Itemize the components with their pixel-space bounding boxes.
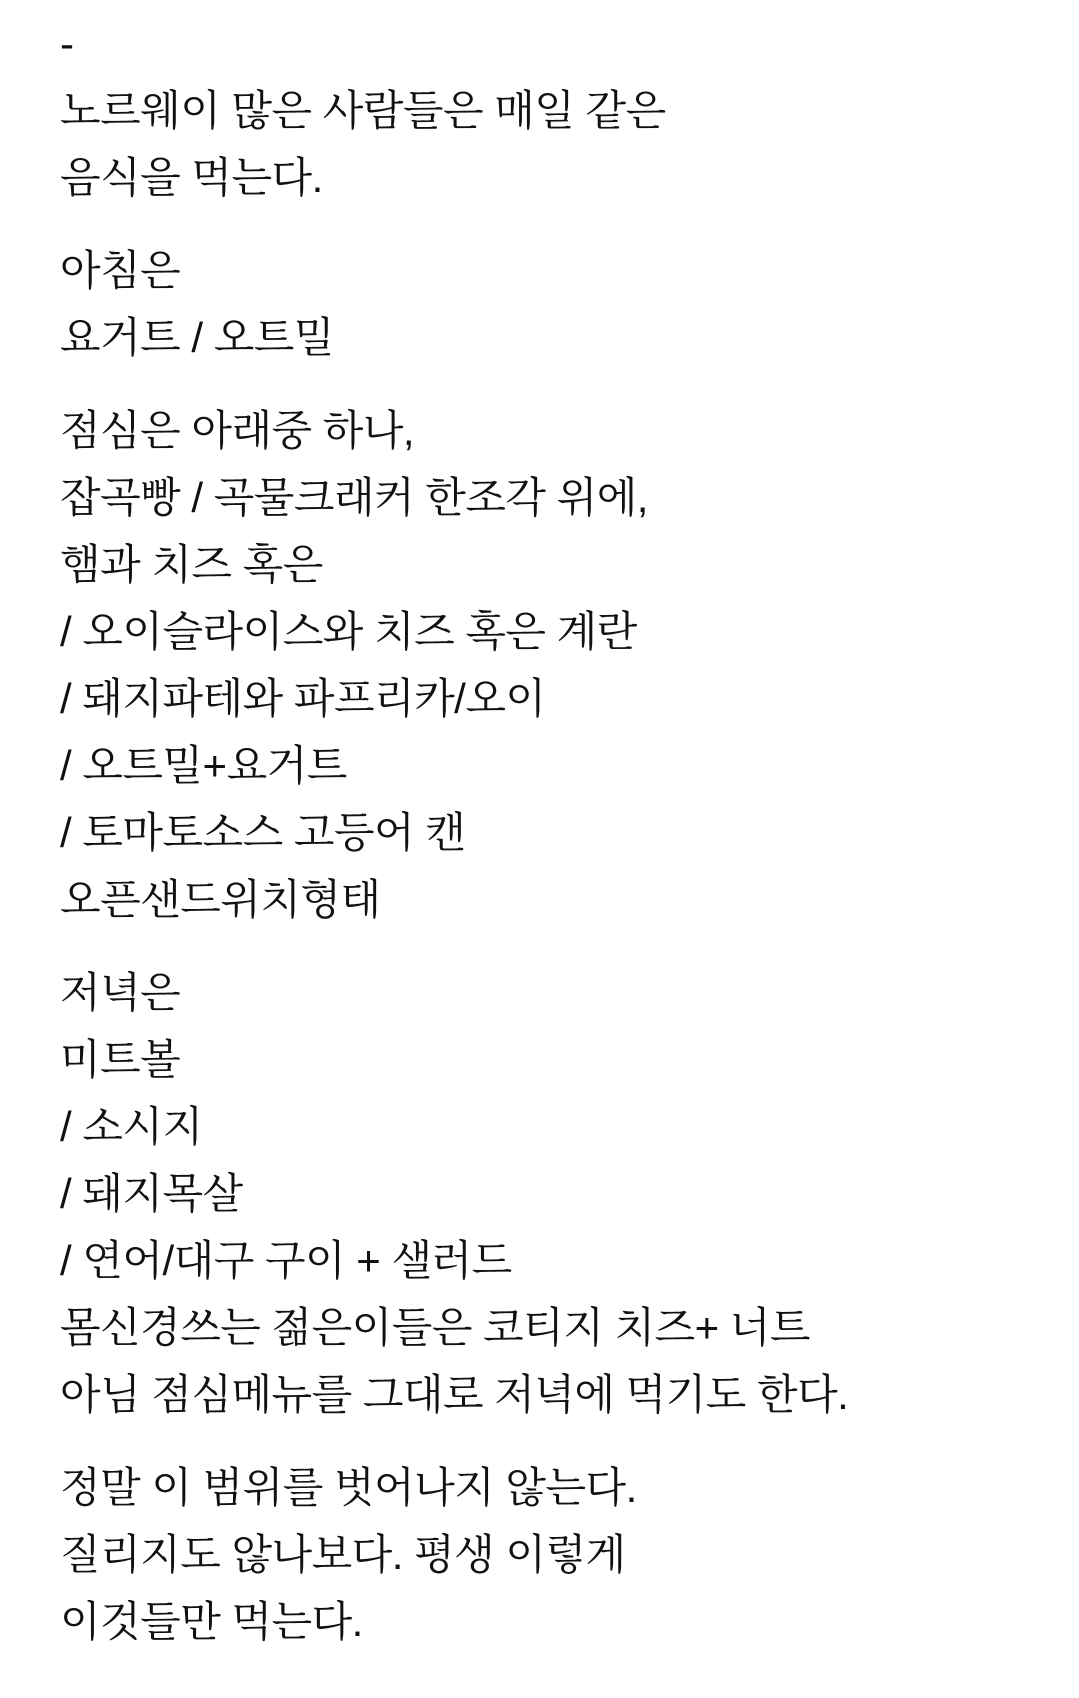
text-line: 음식을 먹는다. bbox=[60, 154, 323, 201]
text-line: 요거트 / 오트밀 bbox=[60, 314, 334, 361]
paragraph bbox=[60, 397, 1039, 933]
text-line: 저녁은 bbox=[60, 969, 181, 1016]
text-line: 노르웨이 많은 사람들은 매일 같은 bbox=[60, 87, 666, 134]
text-line: 아님 점심메뉴를 그대로 저녁에 먹기도 한다. bbox=[60, 1371, 849, 1418]
text-line: / 소시지 bbox=[60, 1103, 203, 1150]
text-line: 정말 이 범위를 벗어나지 않는다. bbox=[60, 1464, 637, 1511]
text-line: / 돼지파테와 파프리카/오이 bbox=[60, 675, 546, 722]
text-line: / 오이슬라이스와 치즈 혹은 계란 bbox=[60, 608, 637, 655]
text-line: / 토마토소스 고등어 캔 bbox=[60, 809, 466, 856]
text-line: / 연어/대구 구이 + 샐러드 bbox=[60, 1237, 512, 1284]
text-line: 오픈샌드위치형태 bbox=[60, 876, 381, 923]
paragraph bbox=[60, 237, 1039, 371]
text-line: 잡곡빵 / 곡물크래커 한조각 위에, bbox=[60, 474, 648, 521]
text-line: 몸신경쓰는 젊은이들은 코티지 치즈+ 너트 bbox=[60, 1304, 810, 1351]
text-line: 이것들만 먹는다. bbox=[60, 1598, 363, 1645]
text-line: 아침은 bbox=[60, 247, 181, 294]
text-line: 햄과 치즈 혹은 bbox=[60, 541, 323, 588]
text-line: 점심은 아래중 하나, bbox=[60, 407, 415, 454]
text-line: - bbox=[60, 20, 74, 67]
paragraph bbox=[60, 959, 1039, 1428]
text-line: 질리지도 않나보다. 평생 이렇게 bbox=[60, 1531, 626, 1578]
text-line: 미트볼 bbox=[60, 1036, 181, 1083]
text-line: / 오트밀+요거트 bbox=[60, 742, 347, 789]
paragraph bbox=[60, 1454, 1039, 1655]
text-line: / 돼지목살 bbox=[60, 1170, 243, 1217]
paragraph bbox=[60, 10, 1039, 211]
